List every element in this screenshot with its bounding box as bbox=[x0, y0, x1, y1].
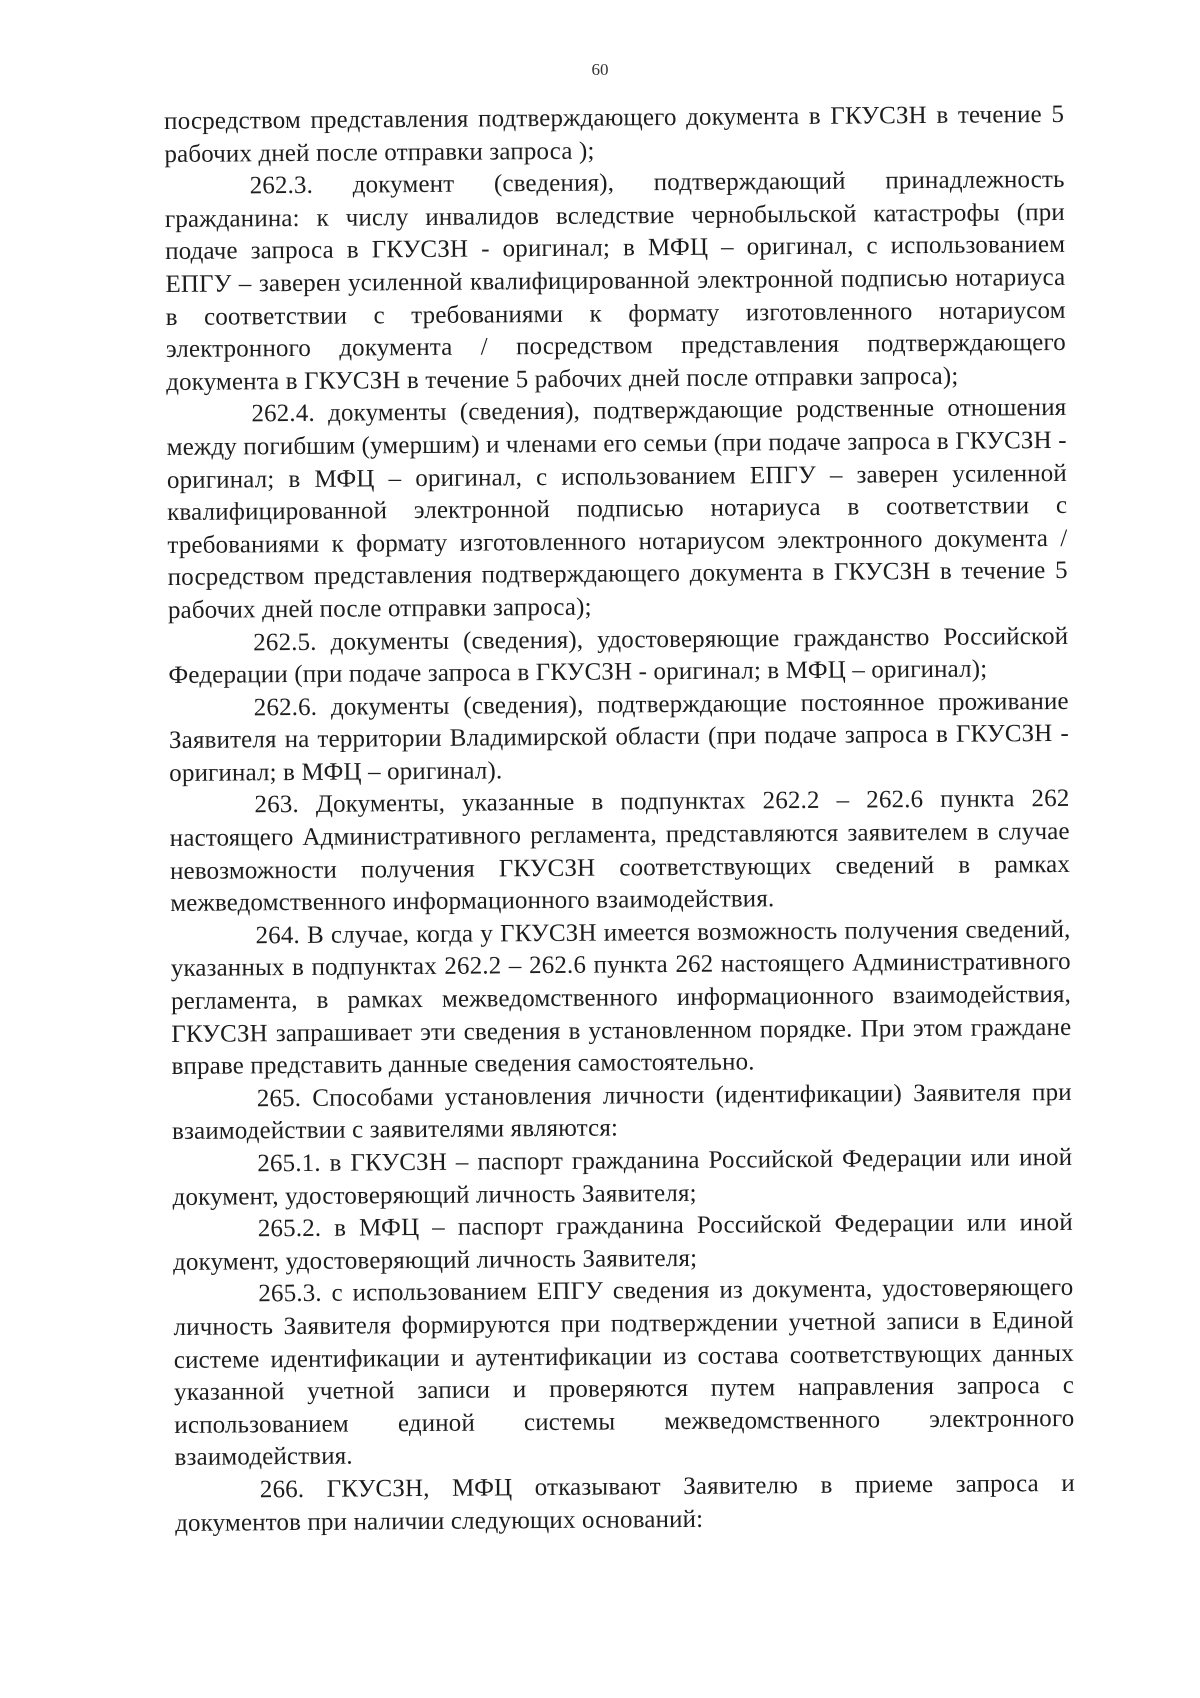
paragraph-continuation: посредством представления подтверждающего документа в ГКУСЗН в течение 5 рабочих дней после отправки запроса ); bbox=[164, 100, 1065, 168]
paragraph-262-3: 262.3. документ (сведения), подтверждающий принадлежность гражданина: к числу инвалидов вследствие чернобыльской катастрофы (при подаче запроса в ГКУСЗН - оригинал; в МФЦ – оригинал, с использованием ЕПГУ – заверен усиленной квалифицированной электронной подписью нотариуса в соответствии с требованиями к формату изготовленного нотариусом электронного документа / посредством представления подтверждающего документа в ГКУСЗН в течение 5 рабочих дней после отправки запроса); bbox=[164, 166, 1066, 396]
paragraph-265: 265. Способами установления личности (идентификации) Заявителя при взаимодействии с заявителями являются: bbox=[171, 1078, 1072, 1146]
paragraph-262-4: 262.4. документы (сведения), подтверждающие родственные отношения между погибшим (умершим) и членами его семьи (при подаче запроса в ГКУСЗН - оригинал; в МФЦ – оригинал, с использованием ЕПГУ – заверен усиленной квалифицированной электронной подписью нотариуса в соответствии с требованиями к формату изготовленного нотариусом электронного документа / посредством представления подтверждающего документа в ГКУСЗН в течение 5 рабочих дней после отправки запроса); bbox=[166, 394, 1068, 624]
body-text bbox=[164, 99, 1075, 1540]
page-number: 60 bbox=[591, 60, 609, 79]
paragraph-262-6: 262.6. документы (сведения), подтверждающие постоянное проживание Заявителя на территории Владимирской области (при подаче запроса в ГКУСЗН - оригинал; в МФЦ – оригинал). bbox=[168, 687, 1070, 787]
paragraph-266: 266. ГКУСЗН, МФЦ отказывают Заявителю в приеме запроса и документов при наличии следующих оснований: bbox=[175, 1469, 1075, 1537]
paragraph-263: 263. Документы, указанные в подпунктах 262.2 – 262.6 пункта 262 настоящего Административного регламента, представляются заявителем в случае невозможности получения ГКУСЗН соответствующих сведений в рамках межведомственного информационного взаимодействия. bbox=[169, 785, 1071, 918]
paragraph-264: 264. В случае, когда у ГКУСЗН имеется возможность получения сведений, указанных в подпунктах 262.2 – 262.6 пункта 262 настоящего Административного регламента, в рамках межведомственного информационного взаимодействия, ГКУСЗН запрашивает эти сведения в установленном порядке. При этом граждане вправе представить данные сведения самостоятельно. bbox=[170, 915, 1072, 1081]
paragraph-265-3: 265.3. с использованием ЕПГУ сведения из документа, удостоверяющего личность Заявителя формируются при подтверждении учетной записи в Единой системе идентификации и аутентификации из состава соответствующих данных указанной учетной записи и проверяются путем направления запроса с использованием единой системы межведомственного электронного взаимодействия. bbox=[173, 1274, 1075, 1472]
paragraph-265-1: 265.1. в ГКУСЗН – паспорт гражданина Российской Федерации или иной документ, удостоверяющий личность Заявителя; bbox=[172, 1143, 1073, 1211]
paragraph-262-5: 262.5. документы (сведения), удостоверяющие гражданство Российской Федерации (при подаче запроса в ГКУСЗН - оригинал; в МФЦ – оригинал); bbox=[168, 622, 1069, 690]
paragraph-265-2: 265.2. в МФЦ – паспорт гражданина Российской Федерации или иной документ, удостоверяющий личность Заявителя; bbox=[172, 1209, 1073, 1276]
